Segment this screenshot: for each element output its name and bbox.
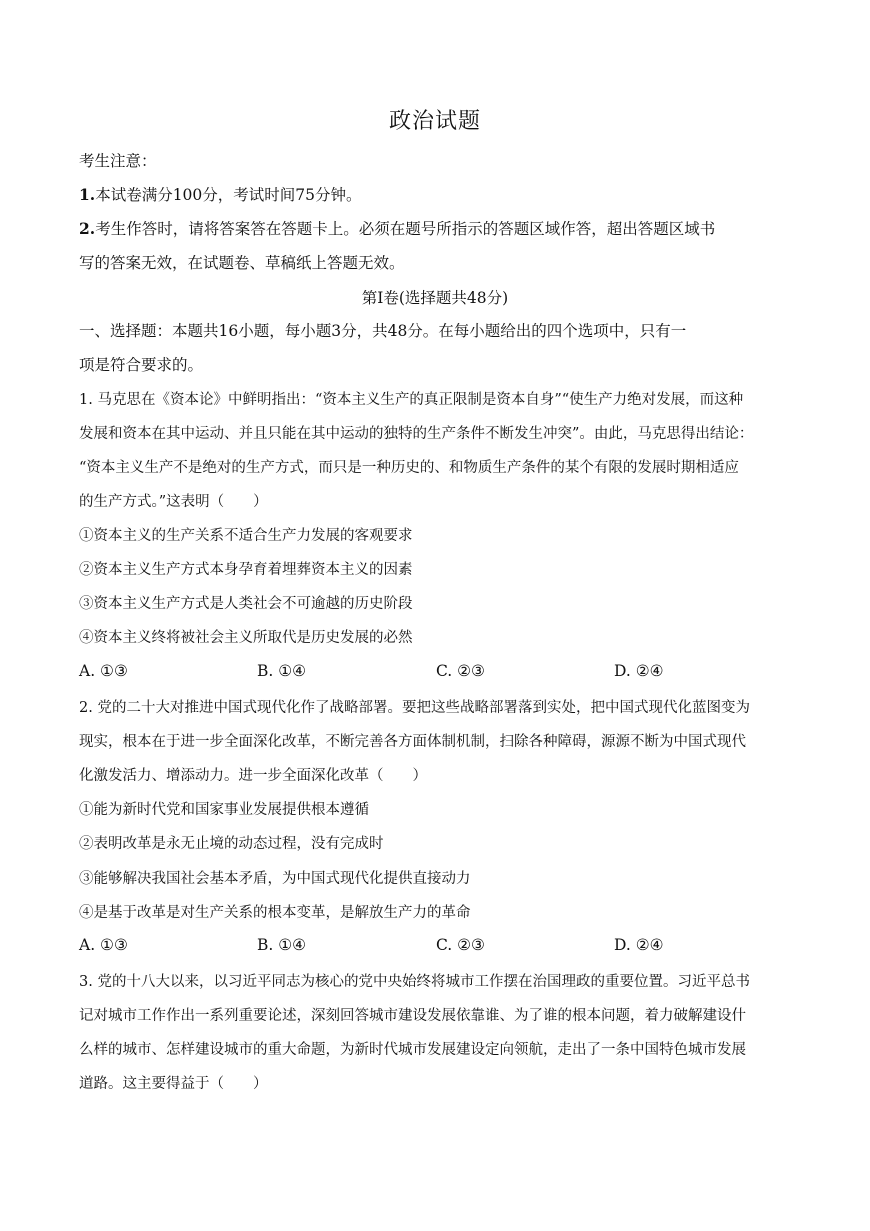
notice-item-1: [79, 184, 362, 206]
question-2-option-d[interactable]: D. ②④: [614, 936, 664, 954]
question-2-option-a[interactable]: A. ①③: [79, 936, 128, 954]
question-2-option-c[interactable]: C. ②③: [436, 936, 485, 954]
question-3-line: 记对城市工作作出一系列重要论述，深刻回答城市建设发展依靠谁、为了谁的根本问题，着力破解建设什: [79, 1008, 746, 1024]
notice-item-2-line-2: 写的答案无效，在试题卷、草稿纸上答题无效。: [79, 254, 405, 272]
question-2-options: [79, 936, 791, 958]
question-2-statement: ③能够解决我国社会基本矛盾，为中国式现代化提供直接动力: [79, 871, 471, 887]
question-1-statement: ①资本主义的生产关系不适合生产力发展的客观要求: [79, 528, 413, 544]
question-1-line: 1. 马克思在《资本论》中鲜明指出：“资本主义生产的真正限制是资本自身”“使生产力绝对发展，而这种: [79, 392, 744, 408]
question-2-line: 化激发活力、增添动力。进一步全面深化改革（ ）: [79, 768, 427, 784]
notice-heading: 考生注意：: [79, 152, 157, 170]
question-1-line: 发展和资本在其中运动、并且只能在其中运动的独特的生产条件不断发生冲突”。由此，马克思得出结论：: [79, 426, 754, 442]
page-title: 政治试题: [388, 109, 481, 134]
part-intro-line-1: 一、选择题：本题共16小题，每小题3分，共48分。在每小题给出的四个选项中，只有一: [79, 322, 687, 340]
notice-item-1-text: 本试卷满分100分，考试时间75分钟。: [95, 186, 362, 204]
section-title: 第Ⅰ卷(选择题共48分): [361, 289, 509, 307]
question-2-option-b[interactable]: B. ①④: [257, 936, 307, 954]
question-1-option-b[interactable]: B. ①④: [257, 662, 307, 680]
notice-item-2-line-1: 考生作答时，请将答案答在答题卡上。必须在题号所指示的答题区域作答，超出答题区域书: [95, 220, 716, 238]
question-1-option-a[interactable]: A. ①③: [79, 662, 128, 680]
question-2-line: 2. 党的二十大对推进中国式现代化作了战略部署。要把这些战略部署落到实处，把中国式现代化蓝图变为: [79, 700, 750, 716]
question-3-line: 3. 党的十八大以来，以习近平同志为核心的党中央始终将城市工作摆在治国理政的重要位置。习近平总书: [79, 974, 750, 990]
question-1-statement: ④资本主义终将被社会主义所取代是历史发展的必然: [79, 630, 413, 646]
question-3-line: 道路。这主要得益于（ ）: [79, 1076, 268, 1092]
notice-item-2-number: 2.: [79, 219, 96, 238]
part-intro-line-2: 项是符合要求的。: [79, 356, 204, 374]
question-1-option-d[interactable]: D. ②④: [614, 662, 664, 680]
question-1-statement: ②资本主义生产方式本身孕育着埋葬资本主义的因素: [79, 562, 413, 578]
question-1-line: 的生产方式。”这表明（ ）: [79, 494, 268, 510]
question-1-statement: ③资本主义生产方式是人类社会不可逾越的历史阶段: [79, 596, 413, 612]
notice-item-2: [79, 218, 715, 240]
question-1-line: “资本主义生产不是绝对的生产方式，而只是一种历史的、和物质生产条件的某个有限的发展时期相适应: [79, 460, 739, 476]
question-1-options: [79, 662, 791, 684]
question-2-line: 现实，根本在于进一步全面深化改革，不断完善各方面体制机制，扫除各种障碍，源源不断为中国式现代: [79, 734, 746, 750]
question-2-statement: ①能为新时代党和国家事业发展提供根本遵循: [79, 802, 369, 818]
question-1-option-c[interactable]: C. ②③: [436, 662, 485, 680]
notice-item-1-number: 1.: [79, 185, 96, 204]
question-2-statement: ④是基于改革是对生产关系的根本变革，是解放生产力的革命: [79, 905, 471, 921]
question-3-line: 么样的城市、怎样建设城市的重大命题，为新时代城市发展建设定向领航，走出了一条中国特色城市发展: [79, 1042, 746, 1058]
question-2-statement: ②表明改革是永无止境的动态过程，没有完成时: [79, 836, 384, 852]
